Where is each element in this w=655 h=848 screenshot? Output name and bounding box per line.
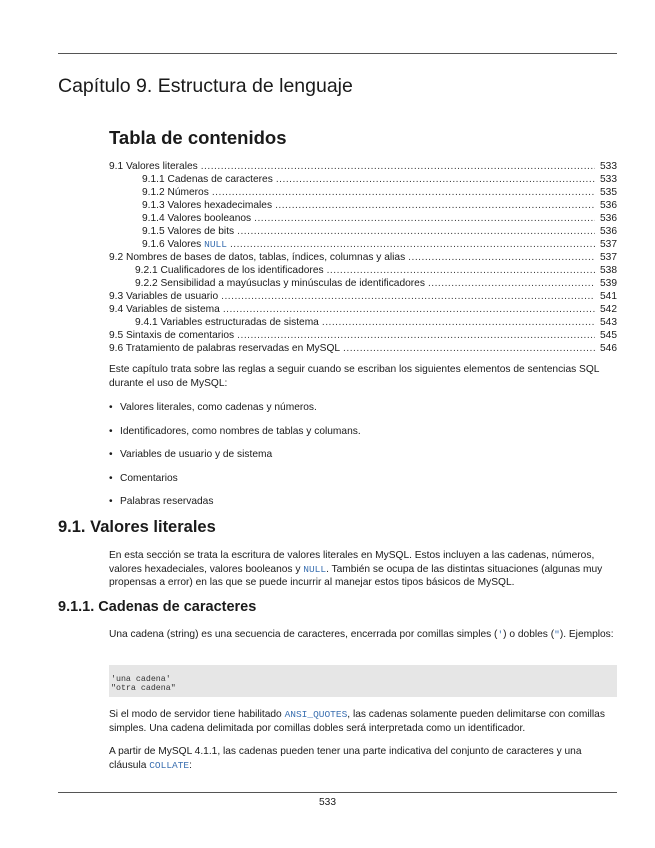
toc-entry[interactable]: 9.4 Variables de sistema ..... 542 xyxy=(109,303,617,316)
toc-entry[interactable]: 9.2 Nombres de bases de datos, tablas, índices, columnas y alias ..... 537 xyxy=(109,251,617,264)
toc-entry[interactable]: 9.4.1 Variables estructuradas de sistema ..... 543 xyxy=(109,316,617,329)
toc-entry[interactable]: 9.5 Sintaxis de comentarios ..... 545 xyxy=(109,329,617,342)
null-code: NULL xyxy=(303,563,327,575)
toc-entry[interactable]: 9.1.1 Cadenas de caracteres ..... 533 xyxy=(109,173,617,186)
section-9-1-paragraph: En esta sección se trata la escritura de valores literales en MySQL. Estos incluyen a las cadenas, números, valores hexadeciales, valores booleanos y NULL. También se ocupa de las distintas situaciones (algunas muy propensas a error) en las que se puede incurrir al manejar estos tipos básicos de MySQL. xyxy=(109,550,603,588)
intro-paragraph: Este capítulo trata sobre las reglas a seguir cuando se escriban los siguientes elementos de sentencias SQL durante el uso de MySQL: xyxy=(109,364,600,389)
list-item: • Valores literales, como cadenas y números. xyxy=(109,401,361,425)
code-line: "otra cadena" xyxy=(111,683,176,693)
strings-intro-paragraph: Una cadena (string) es una secuencia de caracteres, encerrada por comillas simples (') o dobles ("). Ejemplos: xyxy=(109,629,614,640)
chapter-title: Capítulo 9. Estructura de lenguaje xyxy=(58,75,353,97)
double-quote-code: " xyxy=(554,629,560,640)
toc-entry[interactable]: 9.6 Tratamiento de palabras reservadas en MySQL ..... 546 xyxy=(109,342,617,355)
ansi-quotes-code: ANSI_QUOTES xyxy=(284,709,348,720)
toc-entry[interactable]: 9.3 Variables de usuario ..... 541 xyxy=(109,290,617,303)
list-item: • Variables de usuario y de sistema xyxy=(109,448,361,472)
code-example-block xyxy=(109,665,617,697)
page-number: 533 xyxy=(319,797,336,808)
table-of-contents xyxy=(109,160,617,355)
footer-rule xyxy=(58,792,617,793)
list-item: • Identificadores, como nombres de tablas y columans. xyxy=(109,425,361,449)
code-line: 'una cadena' xyxy=(111,675,171,684)
toc-entry[interactable]: 9.1.4 Valores booleanos ..... 536 xyxy=(109,212,617,225)
null-code: NULL xyxy=(204,239,227,250)
list-item: • Comentarios xyxy=(109,472,361,496)
intro-bullet-list xyxy=(109,401,361,519)
single-quote-code: ' xyxy=(497,629,504,640)
collate-paragraph: A partir de MySQL 4.1.1, las cadenas pueden tener una parte indicativa del conjunto de caracteres y una cláusula COLLATE: xyxy=(109,746,582,771)
toc-heading: Tabla de contenidos xyxy=(109,127,287,148)
toc-entry[interactable]: 9.2.1 Cualificadores de los identificadores ..... 538 xyxy=(109,264,617,277)
ansi-quotes-paragraph: Si el modo de servidor tiene habilitado ANSI_QUOTES, las cadenas solamente pueden delimitarse con comillas simples. Una cadena delimitada por comillas dobles será interpretada como un identificador. xyxy=(109,709,605,734)
header-rule xyxy=(58,53,617,54)
section-9-1-1-heading: 9.1.1. Cadenas de caracteres xyxy=(58,599,257,615)
toc-entry[interactable]: 9.1.5 Valores de bits ..... 536 xyxy=(109,225,617,238)
collate-code: COLLATE xyxy=(149,759,190,771)
toc-entry[interactable]: 9.2.2 Sensibilidad a mayúsuclas y minúsculas de identificadores ..... 539 xyxy=(109,277,617,290)
section-9-1-heading: 9.1. Valores literales xyxy=(58,518,216,536)
toc-entry[interactable]: 9.1.3 Valores hexadecimales ..... 536 xyxy=(109,199,617,212)
toc-entry[interactable]: 9.1.2 Números ..... 535 xyxy=(109,186,617,199)
toc-entry[interactable]: 9.1.6 Valores NULL ..... 537 xyxy=(109,238,617,251)
list-item: • Palabras reservadas xyxy=(109,495,361,519)
toc-entry[interactable]: 9.1 Valores literales ..... 533 xyxy=(109,160,617,173)
